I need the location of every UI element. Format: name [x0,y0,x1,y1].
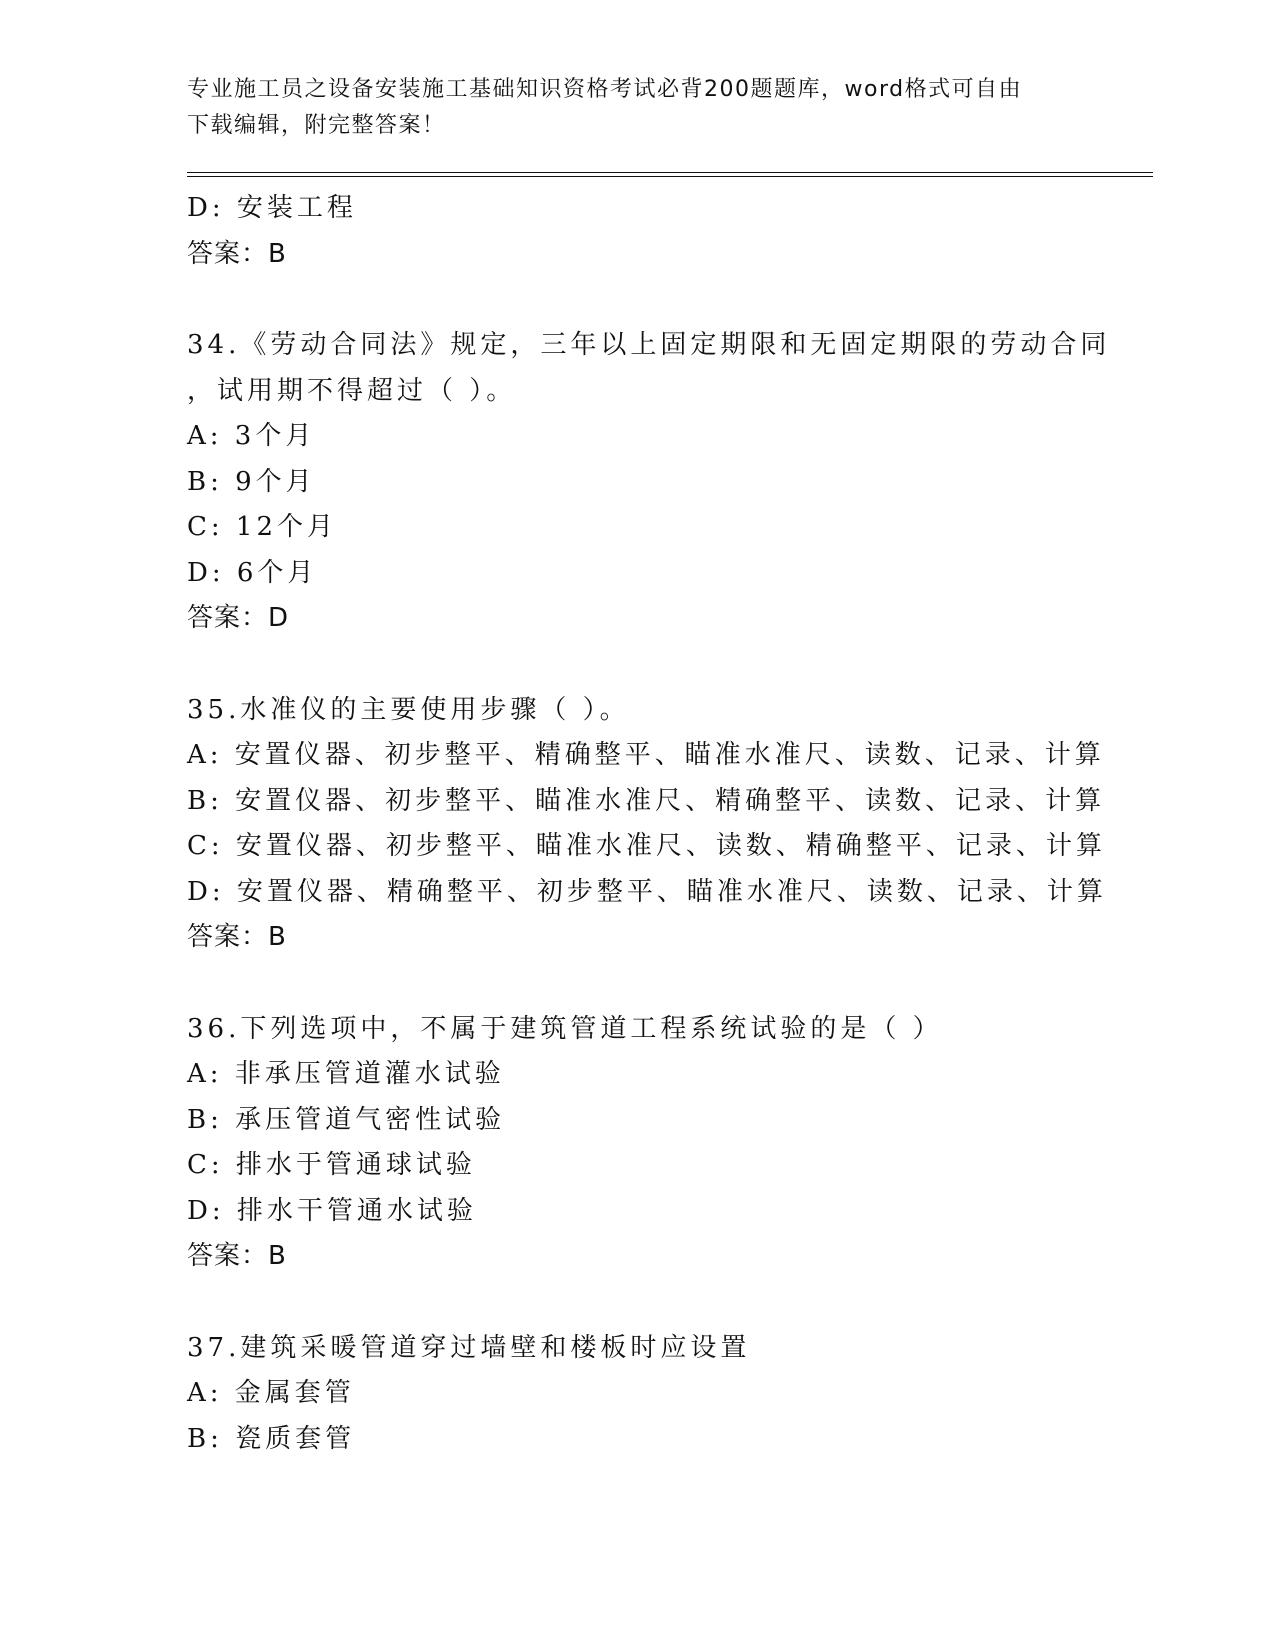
option-b: B: 安置仪器、初步整平、瞄准水准尺、精确整平、读数、记录、计算 [187,785,1106,816]
question-stem: 36.下列选项中，不属于建筑管道工程系统试验的是（ ） [187,1013,943,1044]
option-b: B: 9个月 [187,466,316,497]
answer: 答案：D [187,603,290,633]
question-37 [187,1326,1087,1463]
question-35 [187,688,1107,961]
question-list [187,186,1111,1462]
option-c: C: 安置仪器、初步整平、瞄准水准尺、读数、精确整平、记录、计算 [187,831,1106,861]
question-stem: 34.《劳动合同法》规定，三年以上固定期限和无固定期限的劳动合同 [187,330,1111,360]
spacer [187,277,1087,323]
option-d: D: 6个月 [187,557,318,588]
option-d: D: 安置仪器、精确整平、初步整平、瞄准水准尺、读数、记录、计算 [187,876,1107,907]
option-a: A: 3个月 [187,421,316,451]
spacer [187,1280,1087,1326]
option-d: D: 安装工程 [187,193,357,223]
option-d: D: 排水干管通水试验 [187,1195,477,1226]
question-stem-continued: ，试用期不得超过（ ）。 [187,375,517,406]
header-rule-bottom [187,176,1153,177]
answer: 答案：B [187,238,287,269]
question-stem: 37.建筑采暖管道穿过墙壁和楼板时应设置 [187,1332,751,1363]
header-rule-top [187,172,1153,173]
document-header [187,72,1067,144]
option-a: A: 安置仪器、初步整平、精确整平、瞄准水准尺、读数、记录、计算 [187,740,1105,770]
option-c: C: 排水于管通球试验 [187,1150,476,1180]
header-title-line-2: 下载编辑，附完整答案！ [187,113,446,138]
option-a: A: 非承压管道灌水试验 [187,1059,505,1089]
spacer [187,961,1087,1007]
option-a: A: 金属套管 [187,1378,355,1408]
question-33-tail [187,186,1087,277]
answer: 答案：B [187,1241,287,1271]
option-b: B: 承压管道气密性试验 [187,1104,506,1135]
question-stem: 35.水准仪的主要使用步骤（ ）。 [187,694,630,725]
question-34 [187,323,1111,642]
spacer [187,642,1087,688]
question-36 [187,1007,1087,1280]
option-b: B: 瓷质套管 [187,1423,356,1454]
header-title-line-1: 专业施工员之设备安装施工基础知识资格考试必背200题题库，word格式可自由 [187,77,1023,102]
option-c: C: 12个月 [187,512,338,542]
answer: 答案：B [187,922,287,952]
